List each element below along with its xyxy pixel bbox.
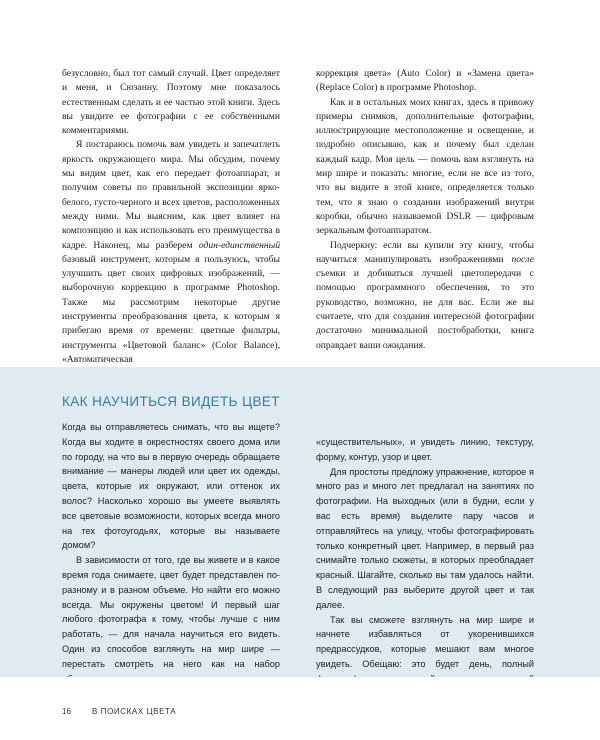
- running-head: В ПОИСКАХ ЦВЕТА: [92, 707, 177, 716]
- emphasis: один-единственный: [198, 239, 280, 251]
- page-footer: [0, 677, 600, 740]
- top-right-column: [316, 67, 534, 353]
- text-run: Подчеркну: если вы купили эту книгу, чтобы научиться манипулировать изображениями: [316, 239, 534, 265]
- text-run: съемки и добиваться лучшей цветопередачи с помощью программного обеспечения, то это руководство, возможно, не для вас. Если же вы считаете, что для создания интересной фотографии достаточно минимальной постобработки, книга оправдает ваши ожидания.: [316, 268, 534, 351]
- paragraph: Как и в остальных моих книгах, здесь я привожу примеры снимков, дополнительные фотографии, иллюстрирующие местоположение и освещение, и подробно описываю, как и почему был сделан каждый кадр. Моя цель — помочь вам взглянуть на мир шире и показать: многие, если не все из того, что вы видите в этой книге, определяется только тем, что я знаю о создании изображений внутри коробки, обычно называемой DSLR — цифровым зеркальным фотоаппаратом.: [316, 96, 534, 237]
- paragraph: «существительных», и увидеть линию, текстуру, форму, контур, узор и цвет.: [316, 437, 534, 462]
- paragraph: безусловно, был тот самый случай. Цвет определяет и меня, и Сюзанну. Поэтому мне показалось естественным сделать и ее частью этой книги. Здесь вы увидите ее фотографии с ее собственными комментариями.: [62, 68, 280, 137]
- panel-left-column: [62, 420, 280, 686]
- paragraph: Так вы сможете взглянуть на мир шире и начнете избавляться от укоренившихся предрассудков, которые мешают вам многое увидеть. Обещаю: это будет день, полный: [316, 614, 534, 669]
- text-run: базовый инструмент, которым я пользуюсь, чтобы улучшить цвет своих цифровых изображений, — выборочную коррекцию в программе Photoshop. Также мы рассмотрим некоторые другие инструменты преобразования цвета, к которым я прибегаю время от времени: цветные фильтры, инструменты «Цветовой баланс» (Color Balance), «Автоматическая: [62, 253, 280, 365]
- panel-right-column: [316, 435, 534, 701]
- paragraph: коррекция цвета» (Auto Color) и «Замена цвета» (Replace Color) в программе Photoshop.: [316, 68, 534, 94]
- page-number: 16: [62, 707, 71, 716]
- paragraph: В зависимости от того, где вы живете и в какое время года снимаете, цвет будет представлен по-разному и в разном объеме. Но найти его можно всегда. Мы окружены цветом! И первый шаг любого фотографа к тому, чтобы лучше с ним работать, — для начала научиться его видеть. Один из способов взглянуть на мир шире — перестать смотреть на него как на набор: [62, 555, 280, 669]
- section-title: КАК НАУЧИТЬСЯ ВИДЕТЬ ЦВЕТ: [62, 394, 280, 409]
- top-left-column: [62, 67, 280, 367]
- paragraph: Когда вы отправляетесь снимать, что вы ищете? Когда вы ходите в окрестностях своего дома или по городу, на что вы в первую очередь обращаете внимание — манеры людей или цвет их одежды, цвета, которые их окружают, или оттенок их волос? Насколько хорошо вы умеете выявлять все цветовые возможности, которых всегда много на тех фотоугодьях, которые вы называете домом?: [62, 422, 280, 551]
- emphasis: после: [511, 253, 534, 265]
- paragraph: [62, 138, 280, 367]
- text-run: Я постараюсь помочь вам увидеть и запечатлеть яркость окружающего мира. Мы обсудим, почему мы видим цвет, как его передает фотоаппарат, и получим советы по правильной экспозиции ярко-белого, густо-черного и всех цветов, расположенных между ними. Мы выясним, как цвет влияет на композицию и как использовать его преимущества в кадре. Наконец, мы разберем: [62, 139, 280, 251]
- paragraph: [316, 239, 534, 353]
- paragraph: Для простоты предложу упражнение, которое я много раз и много лет предлагал на занятиях по фотографии. На выходных (или в будни, если у вас есть время) выделите пару часов и отправляйтесь на улицу, чтобы фотографировать только конкретный цвет. Например, в первый раз снимайте только сюжеты, в которых преобладает красный. Шагайте, сколько вы там удалось найти. В следующий раз выберите другой цвет и так далее.: [316, 466, 534, 610]
